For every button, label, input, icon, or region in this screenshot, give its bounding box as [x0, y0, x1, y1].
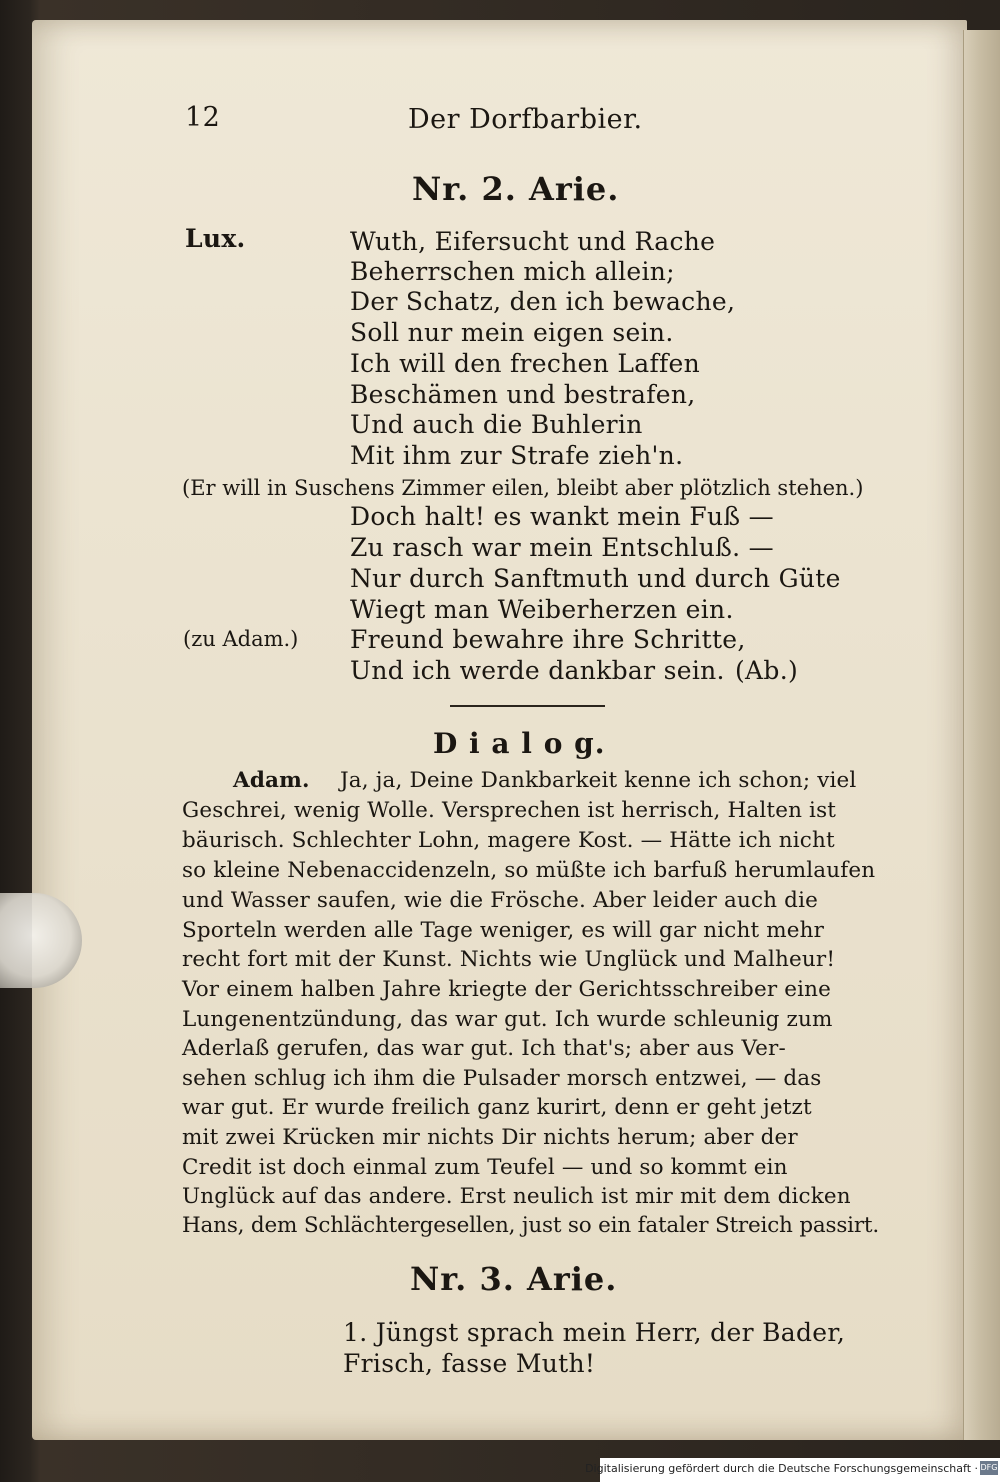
- speaker-lux: Lux.: [185, 224, 246, 253]
- prose-line: Unglück auf das andere. Erst neulich ist mir mit dem dicken: [182, 1184, 851, 1209]
- prose-line: Vor einem halben Jahre kriegte der Gerichtsschreiber eine: [182, 977, 832, 1002]
- verse-line: Mit ihm zur Strafe zieh'n.: [350, 441, 684, 470]
- prose-line: Geschrei, wenig Wolle. Versprechen ist herrisch, Halten ist: [182, 798, 837, 823]
- exit-direction: (Ab.): [735, 656, 799, 685]
- verse-line: Zu rasch war mein Entschluß. —: [350, 533, 774, 562]
- digitization-credit: Digitalisierung gefördert durch die Deutsche Forschungsgemeinschaft ·: [585, 1462, 978, 1475]
- prose-line: Lungenentzündung, das war gut. Ich wurde schleunig zum: [182, 1007, 833, 1032]
- prose-line: war gut. Er wurde freilich ganz kurirt, denn er geht jetzt: [182, 1095, 812, 1120]
- verse-line: Und auch die Buhlerin: [350, 410, 643, 439]
- verse-line: Beherrschen mich allein;: [350, 257, 675, 286]
- section-title-arie-3: Nr. 3. Arie.: [410, 1260, 618, 1298]
- page-number: 12: [185, 102, 221, 133]
- aside-to-adam: (zu Adam.): [183, 627, 299, 651]
- verse-line: Wuth, Eifersucht und Rache: [350, 227, 716, 256]
- prose-line: mit zwei Krücken mir nichts Dir nichts herum; aber der: [182, 1125, 798, 1150]
- prose-line: und Wasser saufen, wie die Frösche. Aber leider auch die: [182, 888, 818, 913]
- verse-line: Soll nur mein eigen sein.: [350, 318, 674, 347]
- prose-line: Hans, dem Schlächtergesellen, just so ein fataler Streich passirt.: [182, 1213, 880, 1238]
- prose-line: sehen schlug ich ihm die Pulsader morsch entzwei, — das: [182, 1066, 822, 1091]
- stage-direction: (Er will in Suschens Zimmer eilen, bleibt aber plötzlich stehen.): [182, 476, 864, 500]
- prose-line: Credit ist doch einmal zum Teufel — und so kommt ein: [182, 1155, 788, 1180]
- verse-line: Ich will den frechen Laffen: [350, 349, 701, 378]
- verse-line: Der Schatz, den ich bewache,: [350, 287, 736, 316]
- running-title: Der Dorfbarbier.: [408, 104, 643, 135]
- verse-line: 1. Jüngst sprach mein Herr, der Bader,: [343, 1318, 846, 1347]
- verse-line: Freund bewahre ihre Schritte,: [350, 625, 746, 654]
- prose-line: Aderlaß gerufen, das war gut. Ich that's; aber aus Ver-: [182, 1036, 786, 1061]
- section-divider: [450, 705, 605, 707]
- verse-line: Frisch, fasse Muth!: [343, 1349, 596, 1378]
- verse-line: Nur durch Sanftmuth und durch Güte: [350, 564, 841, 593]
- verse-line: Wiegt man Weiberherzen ein.: [350, 595, 734, 624]
- speaker-adam: Adam.: [233, 768, 310, 793]
- prose-line: Sporteln werden alle Tage weniger, es will gar nicht mehr: [182, 918, 825, 943]
- prose-line: Ja, ja, Deine Dankbarkeit kenne ich schon; viel: [340, 768, 857, 793]
- dfg-logo: DFG: [980, 1461, 998, 1475]
- verse-line: Und ich werde dankbar sein.: [350, 656, 725, 685]
- next-page-edge: [963, 30, 1000, 1440]
- prose-line: so kleine Nebenaccidenzeln, so müßte ich barfuß herumlaufen: [182, 858, 876, 883]
- verse-line: Doch halt! es wankt mein Fuß —: [350, 502, 774, 531]
- prose-line: recht fort mit der Kunst. Nichts wie Unglück und Malheur!: [182, 947, 836, 972]
- verse-line: Beschämen und bestrafen,: [350, 380, 696, 409]
- dialog-title: D i a l o g.: [433, 727, 606, 760]
- prose-line: bäurisch. Schlechter Lohn, magere Kost. — Hätte ich nicht: [182, 828, 835, 853]
- section-title-arie-2: Nr. 2. Arie.: [412, 170, 620, 208]
